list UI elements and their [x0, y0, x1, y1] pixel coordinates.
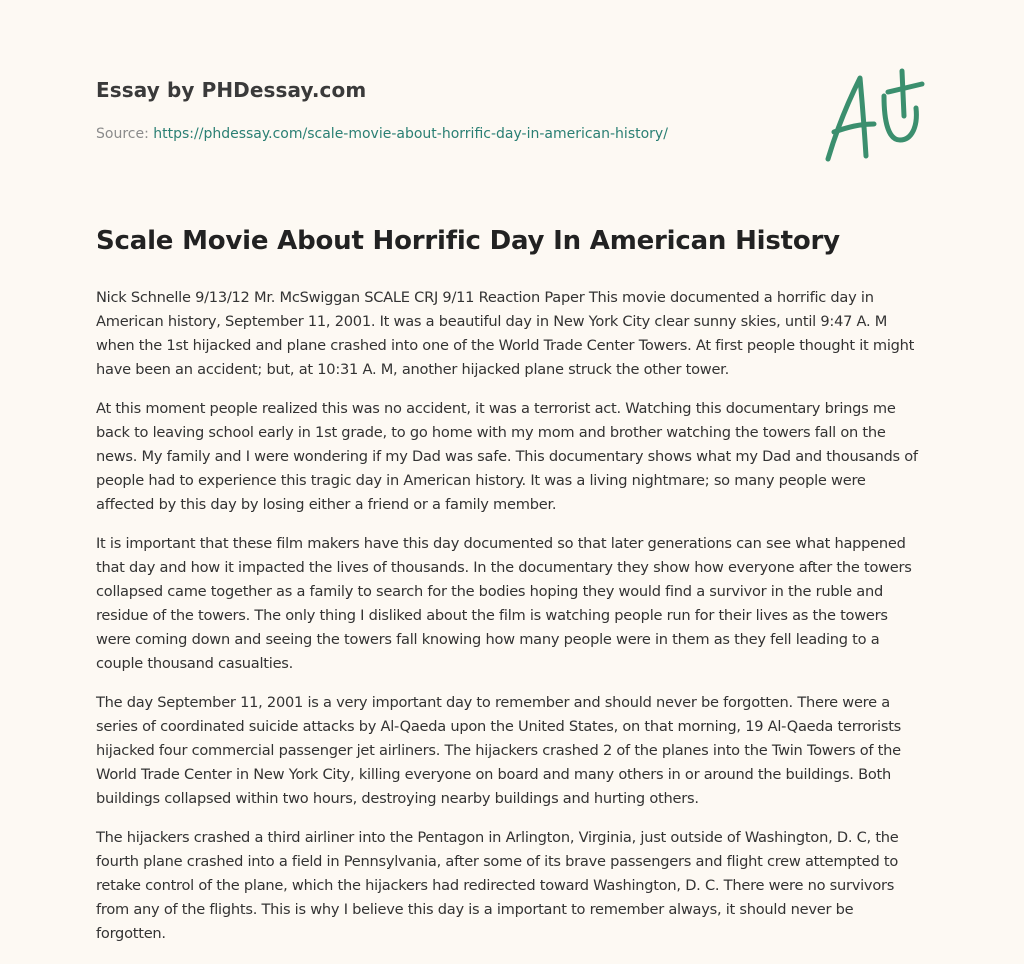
page-header [96, 78, 796, 142]
paragraph: The hijackers crashed a third airliner into the Pentagon in Arlington, Virginia, just outside of Washington, D. C, the fourth plane crashed into a field in Pennsylvania, after some of its brave passengers and flight crew attempted to retake control of the plane, which the hijackers had redirected toward Washington, D. C. There were no survivors from any of the flights. This is why I believe this day is a important to remember always, it should never be forgotten. [96, 829, 899, 942]
paragraph: The day September 11, 2001 is a very important day to remember and should never be forgotten. There were a series of coordinated suicide attacks by Al-Qaeda upon the United States, on that morning, 19 Al-Qaeda terrorists hijacked four commercial passenger jet airliners. The hijackers crashed 2 of the planes into the Twin Towers of the World Trade Center in New York City, killing everyone on board and many others in or around the buildings. Both buildings collapsed within two hours, destroying nearby buildings and hurting others. [96, 694, 902, 807]
article-body [96, 286, 926, 961]
paragraph: At this moment people realized this was no accident, it was a terrorist act. Watching this documentary brings me back to leaving school early in 1st grade, to go home with my mom and brother watching the towers fall on the news. My family and I were wondering if my Dad was safe. This documentary shows what my Dad and thousands of people had to experience this tragic day in American history. It was a living nightmare; so many people were affected by this day by losing either a friend or a family member. [96, 400, 918, 513]
site-title: Essay by PHDessay.com [96, 78, 367, 102]
article-title: Scale Movie About Horrific Day In American History [96, 226, 840, 256]
source-label: Source: [96, 126, 149, 142]
paragraph: It is important that these film makers have this day documented so that later generations can see what happened that day and how it impacted the lives of thousands. In the documentary they show how everyone after the towers collapsed came together as a family to search for the bodies hoping they would find a survivor in the ruble and residue of the towers. The only thing I disliked about the film is watching people run for their lives as the towers were coming down and seeing the towers fall knowing how many people were in them as they fell leading to a couple thousand casualties. [96, 535, 912, 672]
source-link[interactable]: https://phdessay.com/scale-movie-about-horrific-day-in-american-history/ [153, 126, 668, 142]
source-line [96, 126, 796, 142]
paragraph: Nick Schnelle 9/13/12 Mr. McSwiggan SCALE CRJ 9/11 Reaction Paper This movie documented a horrific day in American history, September 11, 2001. It was a beautiful day in New York City clear sunny skies, until 9:47 A. M when the 1st hijacked and plane crashed into one of the World Trade Center Towers. At first people thought it might have been an accident; but, at 10:31 A. M, another hijacked plane struck the other tower. [96, 289, 915, 378]
a-plus-grade-icon [822, 66, 926, 164]
